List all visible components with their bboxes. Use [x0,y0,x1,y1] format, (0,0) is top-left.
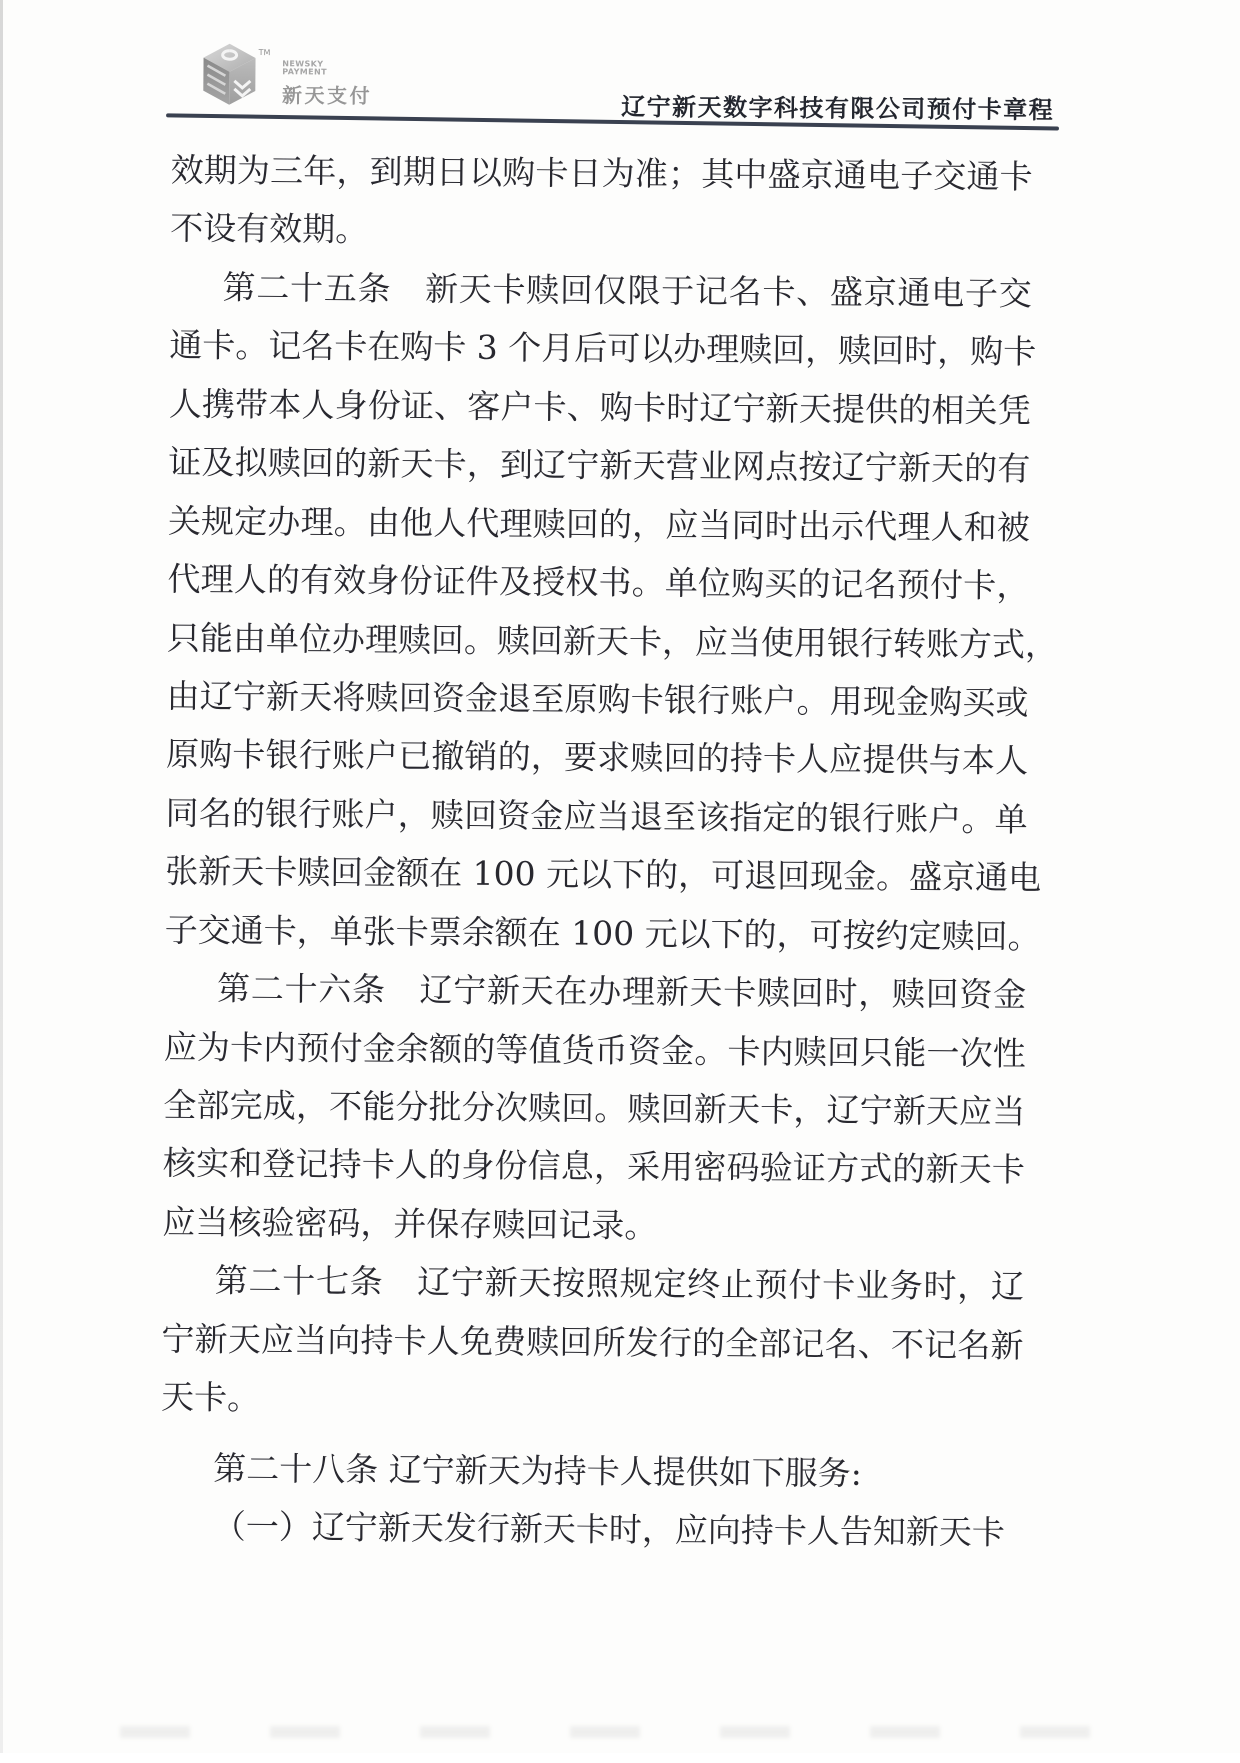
document-line: 第二十六条 辽宁新天在办理新天卡赎回时，赎回资金 [216,968,1027,1015]
document-line: 由辽宁新天将赎回资金退至原购卡银行账户。用现金购买或 [166,676,1029,723]
document-line: 应当核验密码，并保存赎回记录。 [162,1202,658,1246]
bottom-scan-smudge [120,1726,1140,1738]
document-line: 原购卡银行账户已撤销的，要求赎回的持卡人应提供与本人 [165,734,1029,781]
newsky-payment-logo [201,42,372,109]
document-line: 天卡。 [160,1377,261,1418]
cube-logo-icon [201,42,258,108]
document-line: 应为卡内预付金余额的等值货币资金。卡内赎回只能一次性 [163,1026,1026,1073]
document-line: （一）辽宁新天发行新天卡时，应向持卡人告知新天卡 [212,1506,1005,1553]
document-line: 第二十八条 辽宁新天为持卡人提供如下服务: [213,1448,863,1493]
document-body [160,141,1059,1562]
document-line: 关规定办理。由他人代理赎回的，应当同时出示代理人和被 [167,500,1031,547]
document-line: 通卡。记名卡在购卡 3 个月后可以办理赎回，赎回时，购卡 [169,325,1037,372]
document-line: 不设有效期。 [170,208,369,250]
document-line: 证及拟赎回的新天卡，到辽宁新天营业网点按辽宁新天的有 [168,442,1031,489]
document-line: 核实和登记持卡人的身份信息，采用密码验证方式的新天卡 [162,1143,1025,1190]
document-line: 代理人的有效身份证件及授权书。单位购买的记名预付卡， [167,559,1030,606]
trademark-label: TM [258,48,271,58]
document-line: 全部完成，不能分批分次赎回。赎回新天卡，辽宁新天应当 [163,1085,1026,1132]
brand-text [282,60,372,109]
document-line: 效期为三年，到期日以购卡日为准；其中盛京通电子交通卡 [170,150,1033,197]
document-line: 宁新天应当向持卡人免费赎回所发行的全部记名、不记名新 [161,1319,1024,1365]
document-line: 同名的银行账户，赎回资金应当退至该指定的银行账户。单 [165,793,1028,839]
brand-en-line-2: PAYMENT [282,67,328,77]
left-scan-edge [0,0,3,1753]
document-line: 第二十五条 新天卡赎回仅限于记名卡、盛京通电子交 [222,267,1032,313]
document-line: 子交通卡，单张卡票余额在 100 元以下的，可按约定赎回。 [164,910,1041,956]
brand-en-line-1: NEWSKY [282,59,324,69]
brand-cn: 新天支付 [281,83,373,108]
document-line: 第二十七条 辽宁新天按照规定终止预付卡业务时，辽 [214,1261,1025,1307]
document-line: 张新天卡赎回金额在 100 元以下的，可退回现金。盛京通电 [165,851,1042,898]
document-line: 只能由单位办理赎回。赎回新天卡，应当使用银行转账方式， [166,617,1059,664]
document-line: 人携带本人身份证、客户卡、购卡时辽宁新天提供的相关凭 [168,384,1031,430]
page-title: 辽宁新天数字科技有限公司预付卡章程 [621,91,1054,125]
